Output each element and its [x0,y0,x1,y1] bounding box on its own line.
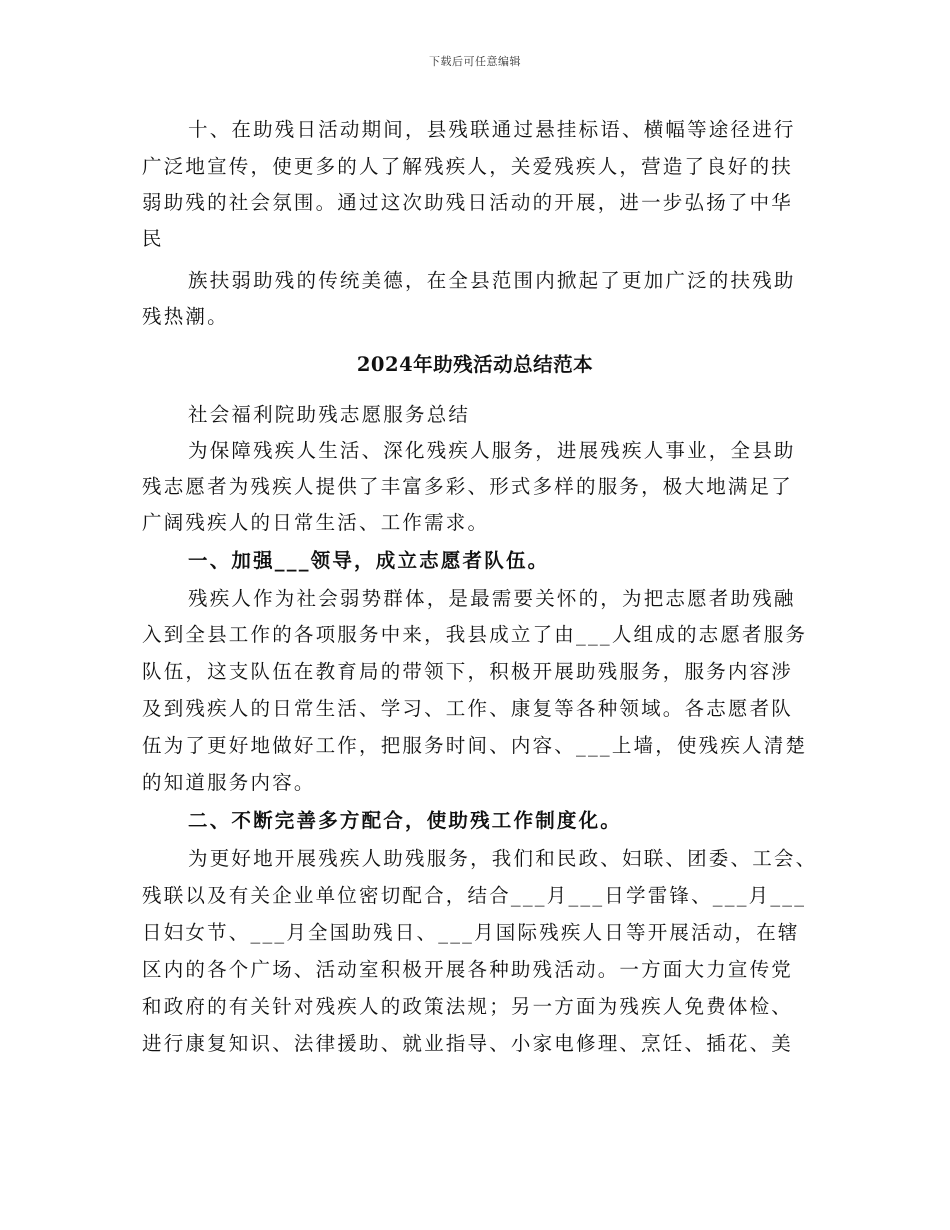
paragraph-line: 日妇女节、___月全国助残日、___月国际残疾人日等开展活动，在辖 [142,921,800,944]
section-heading-2: 二、不断完善多方配合，使助残工作制度化。 [188,809,623,832]
paragraph-line: 民 [142,227,164,250]
paragraph-line: 残联以及有关企业单位密切配合，结合___月___日学雷锋、___月___ [142,884,807,907]
page-header-note: 下载后可任意编辑 [429,55,521,68]
paragraph-line: 伍为了更好地做好工作，把服务时间、内容、___上墙，使残疾人清楚 [142,734,808,757]
paragraph-line: 弱助残的社会氛围。通过这次助残日活动的开展，进一步弘扬了中华 [142,191,794,214]
document-title: 2024年助残活动总结范本 [356,353,594,376]
paragraph-line: 的知道服务内容。 [142,771,316,794]
section-heading-1: 一、加强___领导，成立志愿者队伍。 [188,549,550,572]
paragraph-line: 进行康复知识、法律援助、就业指导、小家电修理、烹饪、插花、美 [142,1032,794,1055]
subtitle-line: 社会福利院助残志愿服务总结 [188,403,471,426]
paragraph-line: 广泛地宣传，使更多的人了解残疾人，关爱残疾人，营造了良好的扶 [142,155,794,178]
paragraph-line: 为保障残疾人生活、深化残疾人服务，进展残疾人事业，全县助 [188,439,796,462]
paragraph-line: 残热潮。 [142,305,229,328]
paragraph-line: 队伍，这支队伍在教育局的带领下，积极开展助残服务，服务内容涉 [142,660,794,683]
paragraph-line: 十、在助残日活动期间，县残联通过悬挂标语、横幅等途径进行 [188,118,796,141]
paragraph-line: 广阔残疾人的日常生活、工作需求。 [142,511,490,534]
paragraph-line: 族扶弱助残的传统美德，在全县范围内掀起了更加广泛的扶残助 [188,269,796,292]
paragraph-line: 为更好地开展残疾人助残服务，我们和民政、妇联、团委、工会、 [188,847,818,870]
paragraph-line: 残志愿者为残疾人提供了丰富多彩、形式多样的服务，极大地满足了 [142,475,794,498]
paragraph-line: 残疾人作为社会弱势群体，是最需要关怀的，为把志愿者助残融 [188,587,796,610]
paragraph-line: 区内的各个广场、活动室积极开展各种助残活动。一方面大力宣传党 [142,958,794,981]
paragraph-line: 和政府的有关针对残疾人的政策法规；另一方面为残疾人免费体检、 [142,995,794,1018]
paragraph-line: 入到全县工作的各项服务中来，我县成立了由___人组成的志愿者服务 [142,623,808,646]
paragraph-line: 及到残疾人的日常生活、学习、工作、康复等各种领域。各志愿者队 [142,697,794,720]
